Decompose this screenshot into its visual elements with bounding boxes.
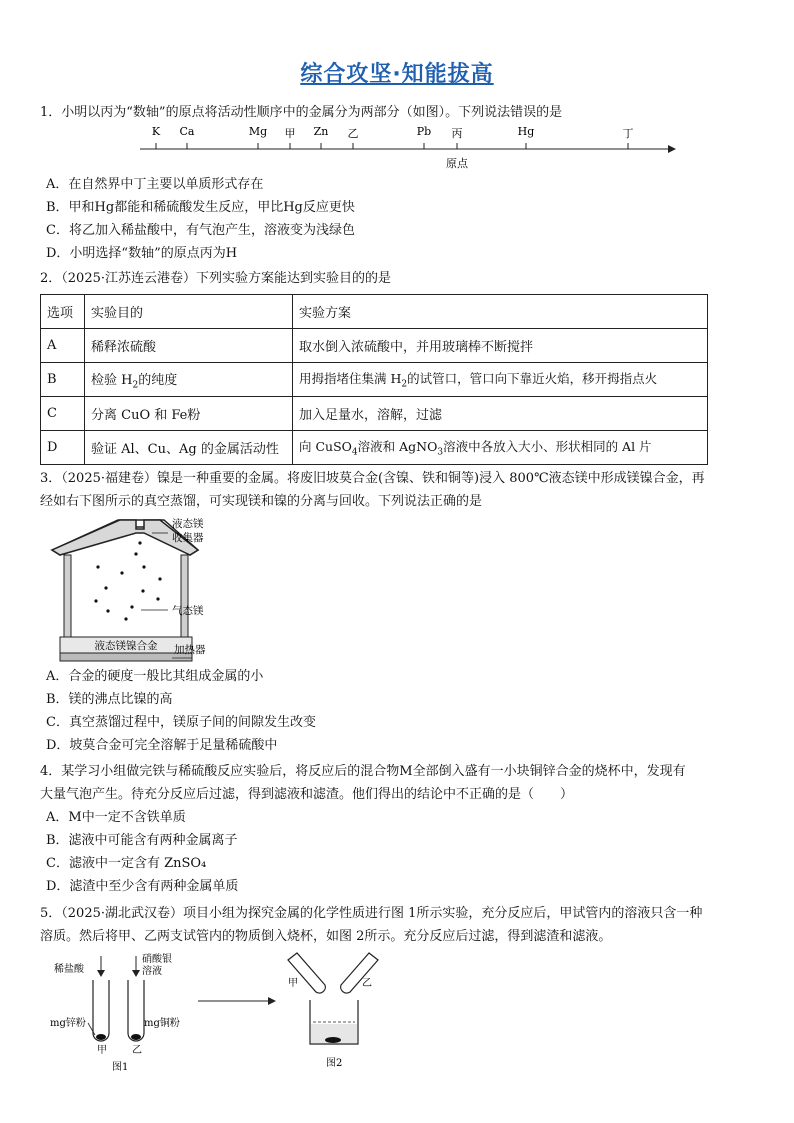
row-a-goal: 稀释浓硫酸 [85,329,293,363]
row-c-goal: 分离 CuO 和 Fe粉 [85,397,293,431]
q4-option-b: B．滤液中可能含有两种金属离子 [46,833,238,848]
collector-label-1: 液态镁 [172,518,204,530]
tube-yi-tilted [341,953,378,993]
row-c-plan: 加入足量水，溶解，过滤 [293,397,708,431]
fig1-caption: 图1 [112,1062,129,1073]
question-5-stem-line2: 溶质。然后将甲、乙两支试管内的物质倒入烧杯，如图 2所示。充分反应后过滤，得到滤渣和滤液。 [40,929,612,944]
gas-label: 气态镁 [172,605,204,617]
question-3-stem-line2: 经如右下图所示的真空蒸馏，可实现镁和镍的分离与回收。下列说法正确的是 [40,494,483,509]
question-1-stem: 1．小明以丙为“数轴”的原点将活动性顺序中的金属分为两部分（如图）。下列说法错误的是 [40,105,563,120]
number-line-figure [140,122,680,172]
table-row [41,363,708,397]
question-4-stem-line1: 4．某学习小组做完铁与稀硫酸反应实验后，将反应后的混合物M全部倒入盛有一小块铜锌合金的烧杯中，发现有 [40,764,686,779]
q1-option-b: B．甲和Hg都能和稀硫酸发生反应，甲比Hg反应更快 [46,200,355,215]
question-2-stem: 2．（2025·江苏连云港卷）下列实验方案能达到实验目的的是 [40,271,391,286]
row-b-option: B [41,363,85,397]
row-d-goal: 验证 Al、Cu、Ag 的金属活动性 [85,431,293,465]
alloy-label: 液态镁镍合金 [94,640,158,652]
q4-option-d: D．滤渣中至少含有两种金属单质 [46,879,239,894]
q3-option-d: D．坡莫合金可完全溶解于足量稀硫酸中 [46,738,278,753]
row-b-plan: 用拇指堵住集满 $H_2$的试管口，管口向下靠近火焰，移开拇指点火 [293,363,708,397]
q1-option-a: A．在自然界中丁主要以单质形式存在 [46,177,264,192]
experiment-table [40,294,708,465]
q1-option-c: C．将乙加入稀盐酸中，有气泡产生，溶液变为浅绿色 [46,223,355,238]
fig2-caption: 图2 [326,1058,343,1069]
row-a-plan: 取水倒入浓硫酸中，并用玻璃棒不断搅拌 [293,329,708,363]
axis-label-zn: Zn [313,125,329,138]
axis-label-ca: Ca [179,125,195,138]
heater [60,653,192,661]
test-tube-jia [93,980,109,1041]
axis-arrow-icon [668,145,676,153]
header-option: 选项 [41,295,85,329]
header-plan: 实验方案 [293,295,708,329]
axis-label-mg: Mg [248,125,268,138]
q1-option-d: D．小明选择“数轴”的原点丙为H [46,246,238,261]
row-d-plan: 向 CuSO$_4$溶液和 AgNO$_3$溶液中各放入大小、形状相同的 Al 片 [293,431,708,465]
beaker-precipitate [325,1037,341,1043]
q4-option-a: A．M中一定不含铁单质 [46,810,186,825]
q3-option-a: A．合金的硬度一般比其组成金属的小 [46,669,264,684]
axis-label-jia: 甲 [284,127,296,140]
q3-option-c: C．真空蒸馏过程中，镁原子间的间隙发生改变 [46,715,316,730]
arrow-down-icon [132,970,140,977]
axis-label-bing: 丙 [451,127,463,140]
collector-label-2: 收集器 [172,532,204,544]
question-5-stem-line1: 5．（2025·湖北武汉卷）项目小组为探究金属的化学性质进行图 1所示实验，充分反应后，甲试管内的溶液只含一种 [40,906,703,921]
silver-nitrate-label-1: 硝酸银 [142,954,172,965]
origin-label: 原点 [446,157,468,170]
chamber-right-wall [181,555,188,643]
test-tube-yi [128,980,144,1041]
table-row [41,329,708,363]
row-d-option: D [41,431,85,465]
q3-option-b: B．镁的沸点比镍的高 [46,692,173,707]
zinc-powder [96,1034,106,1040]
axis-label-k: K [151,125,161,138]
header-goal: 实验目的 [85,295,293,329]
copper-label: mg铜粉 [144,1018,180,1029]
table-header-row [41,295,708,329]
arrow-right-icon [268,997,276,1005]
tube-jia-label: 甲 [97,1045,107,1056]
chamber-left-wall [64,555,71,643]
question-4-stem-line2: 大量气泡产生。待充分反应后过滤，得到滤液和滤渣。他们得出的结论中不正确的是（ ） [40,787,574,802]
question-3-stem-line1: 3．（2025·福建卷）镍是一种重要的金属。将废旧坡莫合金(含镍、铁和铜等)浸入 800℃液态镁中形成镁镍合金，再 [40,471,705,486]
heater-label: 加热器 [174,644,206,656]
row-a-option: A [41,329,85,363]
axis-label-yi: 乙 [347,127,359,140]
axis-label-pb: Pb [416,125,432,138]
acid-label: 稀盐酸 [54,964,84,975]
metal-reaction-figure [40,950,420,1075]
silver-nitrate-label-2: 溶液 [142,966,162,977]
q4-option-c: C．滤液中一定含有 ZnSO₄ [46,856,207,871]
fig2-jia-label: 甲 [288,978,298,989]
arrow-down-icon [97,970,105,977]
row-c-option: C [41,397,85,431]
axis-label-ding: 丁 [622,127,634,140]
fig2-yi-label: 乙 [362,978,372,989]
row-b-goal: 检验 $H_2$的纯度 [85,363,293,397]
axis-label-hg: Hg [517,125,535,138]
vacuum-distillation-figure [40,515,240,665]
tube-yi-label: 乙 [132,1045,142,1056]
copper-powder [131,1034,141,1040]
gas-particles [94,541,161,620]
page-title: 综合攻坚·知能拔高 [300,62,494,87]
table-row [41,431,708,465]
zinc-label: mg锌粉 [50,1018,86,1029]
table-row [41,397,708,431]
